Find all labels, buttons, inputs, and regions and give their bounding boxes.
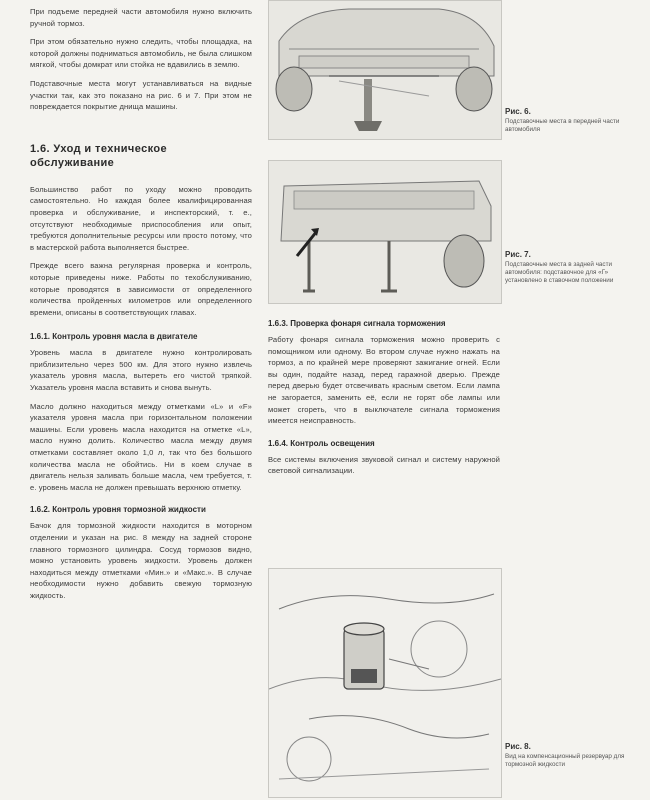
- figure-6-caption: [505, 107, 640, 134]
- car-rear-lifted-illustration: [269, 161, 501, 303]
- left-column: [30, 6, 252, 609]
- brake-fluid-paragraph: Бачок для тормозной жидкости находится в моторном отделении и указан на рис. 8 между на задней стороне главного тормозного цилиндра. Сосуд тормозов видно, можно установить уровень жидкости. Уровень должен находиться между отметками «Мин.» и «Макс.». В случае необходимости нужно добавить свежую тормозную жидкость.: [30, 521, 252, 600]
- figure-7-caption: [505, 250, 640, 285]
- engine-bay-illustration: [269, 569, 501, 797]
- figure-7-image: [268, 160, 502, 304]
- middle-column: [268, 318, 500, 484]
- figure-8-image: [268, 568, 502, 798]
- lighting-paragraph: Все системы включения звуковой сигнал и систему наружной световой сигнализации.: [268, 454, 500, 476]
- section-title-maintenance: 1.6. Уход и техническое обслуживание: [30, 142, 168, 169]
- oil-paragraph-2: Масло должно находиться между отметками «L» и «F» указателя уровня масла при горизонтальном положении машины. Если уровень масла находится на отметке «L», масло нужно долить. Количество масла между двумя отметками составляет около 1,0 л, так что без большого количества масла не обойтись. Ни в коем случае в двигатель нельзя заливать больше масла, чем требуется, т. е. уровень масла не должен превышать верхнюю отметку.: [30, 401, 252, 492]
- subsection-title-brake-fluid: 1.6.2. Контроль уровня тормозной жидкости: [30, 505, 206, 515]
- intro-paragraph-3: Подставочные места могут устанавливаться на видные участки так, как это показано на рис. 6 и 7. При этом не повреждается покрытие днища машины.: [30, 78, 252, 112]
- figure-6-text: Подставочные места в передней части автомобиля: [505, 118, 620, 133]
- section-paragraph-2: Прежде всего важна регулярная проверка и контроль, которые приведены ниже. Работы по техобслуживанию, которые проводятся в зависимости от определенного количества пройденных километров или определенного времени, описаны в соответствующих главах.: [30, 261, 252, 317]
- figure-8-caption: [505, 742, 640, 769]
- intro-paragraph-1: При подъеме передней части автомобиля нужно включить ручной тормоз.: [30, 7, 252, 28]
- figure-8-text: Вид на компенсационный резервуар для тормозной жидкости: [505, 753, 625, 768]
- subsection-title-brake-light: 1.6.3. Проверка фонаря сигнала торможения: [268, 319, 446, 328]
- car-front-lifted-illustration: [269, 1, 501, 139]
- oil-paragraph-1: Уровень масла в двигателе нужно контролировать приблизительно через 500 км. Для этого нужно извлечь указатель уровня масла, вытереть его чистой тряпкой. Указатель уровня масла вставить и снова вынуть.: [30, 348, 252, 393]
- figure-6-image: [268, 0, 502, 140]
- figure-6-label: Рис. 6.: [505, 107, 531, 116]
- figure-8-label: Рис. 8.: [505, 742, 531, 751]
- intro-paragraph-2: При этом обязательно нужно следить, чтобы площадка, на которой должны подниматься автомобиль, не была слишком мягкой, чтобы домкрат или стойка не вдавились в землю.: [30, 37, 252, 70]
- subsection-title-lighting: 1.6.4. Контроль освещения: [268, 438, 375, 448]
- figure-7-label: Рис. 7.: [505, 250, 531, 259]
- figure-7-text: Подставочные места в задней части автомобиля: подставочное для «Г» установлено в ставочном положении: [505, 261, 614, 284]
- section-paragraph-1: Большинство работ по уходу можно проводить самостоятельно. Но каждая более квалифицированная проверка и обслуживание, и инспекторский, т. е., отсутствуют необходимые приспособления или опыт, требуются дополнительные ресурсы или просто потому, что в мастерской работа выполняется быстрее.: [30, 184, 252, 252]
- subsection-title-oil: 1.6.1. Контроль уровня масла в двигателе: [30, 332, 198, 342]
- brake-light-paragraph: Работу фонаря сигнала торможения можно проверить с помощником или одному. Во втором случае нужно нажать на тормоз, а по крайней мере проверяют зажигание огней. Если вы один, подайте назад, перед гаражной дверью. Прежде перед дверью будет отсвечивать красным светом. Если лампа не загорается, заменить её, если не горят обе лампы или может сгореть, что в выключателе сигнала торможения имеется неисправность.: [268, 335, 500, 426]
